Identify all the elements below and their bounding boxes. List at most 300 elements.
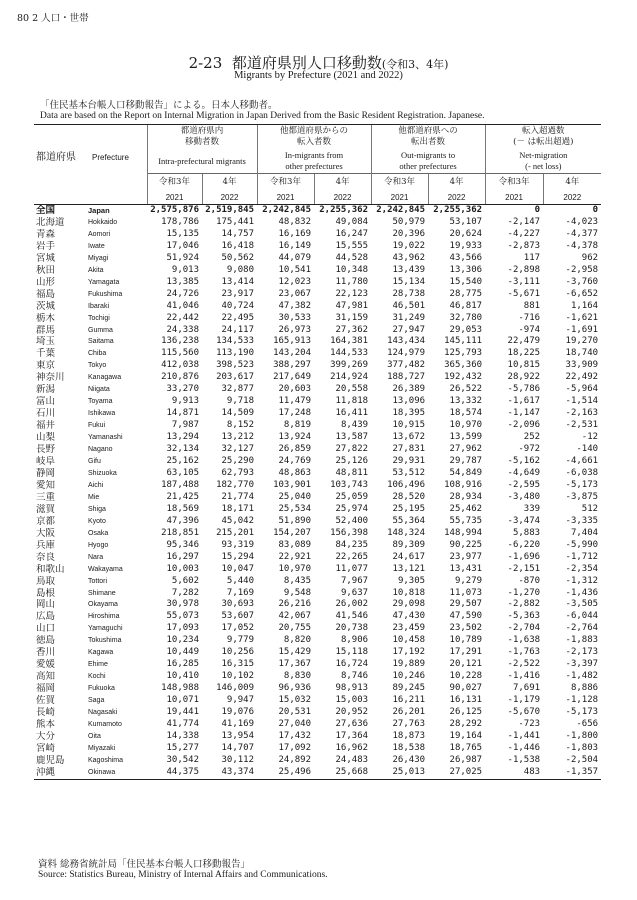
intra-2022: 14,757 <box>221 228 255 239</box>
net-2021: -3,111 <box>507 276 541 287</box>
table-row <box>34 444 601 456</box>
table-row <box>34 576 601 588</box>
out-2022: 20,624 <box>449 228 483 239</box>
pref-name-ja: 山梨 <box>36 432 56 444</box>
intra-2021: 33,270 <box>166 384 199 395</box>
in-2022: 24,483 <box>335 754 369 765</box>
out-2021: 29,098 <box>392 599 426 610</box>
out-2022: 10,228 <box>449 671 483 682</box>
intra-2021: 63,105 <box>166 467 199 478</box>
net-2022: 18,740 <box>565 348 599 359</box>
net-2021: -2,151 <box>507 563 541 574</box>
out-2021: 19,889 <box>392 659 426 670</box>
net-2021: -1,638 <box>507 635 541 646</box>
out-2021: 47,430 <box>392 611 426 622</box>
out-2022: 26,987 <box>449 754 483 765</box>
source-japanese: 資料 総務省統計局「住民基本台帳人口移動報告」 <box>38 859 251 870</box>
in-2021: 16,149 <box>278 240 312 251</box>
intra-2021: 148,988 <box>161 683 199 694</box>
intra-2022: 23,917 <box>221 288 255 299</box>
out-2021: 377,482 <box>387 360 426 371</box>
net-2022: -6,038 <box>565 467 599 478</box>
year-ja-in-1: 令和3年 <box>257 174 314 191</box>
net-2021: -2,873 <box>507 240 541 251</box>
out-2021: 89,309 <box>392 539 426 550</box>
intra-2022: 215,201 <box>216 527 255 538</box>
intra-2022: 175,441 <box>216 216 255 227</box>
net-2021: 252 <box>523 432 541 443</box>
pref-name-ja: 鳥取 <box>36 575 56 587</box>
in-2022: 25,668 <box>314 767 371 779</box>
note-japanese: 「住民基本台帳人口移動報告」による。日本人移動者。 <box>40 100 278 111</box>
in-2021: 16,169 <box>278 228 312 239</box>
intra-2021: 17,046 <box>166 240 199 251</box>
table-row <box>34 635 601 647</box>
in-2022: 22,123 <box>335 288 369 299</box>
intra-2021: 21,425 <box>166 491 199 502</box>
table-row <box>34 313 601 325</box>
intra-2021: 24,338 <box>166 324 199 335</box>
table-row <box>34 408 601 420</box>
in-2022: 9,637 <box>340 587 369 598</box>
pref-name-en: Shiga <box>88 505 106 513</box>
in-2022: 27,822 <box>335 444 369 455</box>
pref-name-en: Miyagi <box>88 254 109 262</box>
pref-name-en: Fukuoka <box>88 685 115 693</box>
out-2021: 124,979 <box>387 348 426 359</box>
in-2022: 25,059 <box>335 491 369 502</box>
out-2021: 10,915 <box>392 420 426 431</box>
intra-2021: 9,913 <box>171 396 199 407</box>
out-2021: 15,134 <box>392 276 426 287</box>
in-2021: 10,541 <box>278 264 312 275</box>
note-english: Data are based on the Report on Internal Migration in Japan Derived from the Basic Resident Registration. Japanese. <box>40 111 485 121</box>
net-2022: -5,990 <box>565 539 599 550</box>
in-2022: 11,077 <box>335 563 369 574</box>
out-2022: 16,131 <box>449 695 483 706</box>
in-2022: 7,967 <box>340 575 369 586</box>
in-2022: 17,364 <box>335 730 369 741</box>
net-2022: 8,886 <box>570 683 599 694</box>
in-2021: 26,973 <box>278 324 312 335</box>
col-intra-en: Intra-prefectural migrants <box>147 149 257 174</box>
net-2021: 28,922 <box>507 372 541 383</box>
net-2021: -2,704 <box>507 623 541 634</box>
intra-2022: 13,212 <box>221 432 255 443</box>
table-row <box>34 241 601 253</box>
net-2021: -972 <box>518 444 541 455</box>
pref-name-en: Okayama <box>88 601 118 609</box>
out-2022: 18,574 <box>449 408 483 419</box>
net-2022: -1,514 <box>565 396 599 407</box>
pref-name-ja: 全国 <box>36 205 56 216</box>
net-2021: -2,522 <box>507 659 541 670</box>
intra-2022: 53,607 <box>221 611 255 622</box>
pref-name-en: Kagawa <box>88 649 114 657</box>
in-2022: 20,738 <box>335 623 369 634</box>
col-in-ja: 他都道府県からの 転入者数 <box>257 125 371 150</box>
intra-2022: 14,509 <box>221 408 255 419</box>
out-2021: 13,121 <box>392 563 426 574</box>
in-2021: 27,040 <box>278 718 312 729</box>
pref-name-en: Aomori <box>88 230 111 238</box>
year-en-intra-2: 2022 <box>202 190 257 205</box>
in-2022: 41,546 <box>335 611 369 622</box>
in-2021: 165,913 <box>273 336 312 347</box>
out-2022: 125,793 <box>444 348 483 359</box>
out-2021: 9,305 <box>397 575 426 586</box>
intra-2022: 398,523 <box>216 360 255 371</box>
pref-name-en: Fukui <box>88 422 106 430</box>
out-2021: 2,242,845 <box>376 205 426 215</box>
net-2021: 7,691 <box>512 683 541 694</box>
pref-name-ja: 徳島 <box>36 635 56 647</box>
pref-name-en: Kochi <box>88 673 106 681</box>
intra-2021: 17,093 <box>166 623 199 634</box>
out-2021: 27,831 <box>392 444 426 455</box>
table-row <box>34 360 601 372</box>
net-2022: 512 <box>581 503 599 514</box>
net-2022: -3,335 <box>565 515 599 526</box>
out-2022: 25,462 <box>449 503 483 514</box>
table-row <box>34 372 601 384</box>
intra-2022: 9,718 <box>226 396 255 407</box>
net-2021: -1,538 <box>507 754 541 765</box>
intra-2021: 7,282 <box>171 587 199 598</box>
pref-name-en: Hiroshima <box>88 613 120 621</box>
intra-2022: 8,152 <box>226 420 255 431</box>
intra-2021: 187,488 <box>161 479 199 490</box>
table-row <box>34 588 601 600</box>
in-2021: 25,040 <box>278 491 312 502</box>
net-2022: -2,354 <box>565 563 599 574</box>
intra-2022: 9,947 <box>226 695 255 706</box>
intra-2022: 13,414 <box>221 276 255 287</box>
out-2021: 24,617 <box>392 551 426 562</box>
table-subtitle: Migrants by Prefecture (2021 and 2022) <box>234 70 403 81</box>
intra-2021: 115,560 <box>161 348 199 359</box>
net-2021: -5,671 <box>507 288 541 299</box>
out-2021: 28,520 <box>392 491 426 502</box>
intra-2021: 16,285 <box>166 659 199 670</box>
pref-name-ja: 栃木 <box>36 312 56 324</box>
table-row <box>34 599 601 611</box>
out-2021: 18,395 <box>392 408 426 419</box>
net-2022: -1,357 <box>543 767 601 779</box>
table-row <box>34 683 601 695</box>
intra-2022: 41,169 <box>221 718 255 729</box>
in-2021: 25,534 <box>278 503 312 514</box>
out-2022: 2,255,362 <box>433 205 483 215</box>
out-2021: 20,396 <box>392 228 426 239</box>
net-2021: -1,441 <box>507 730 541 741</box>
net-2021: -1,446 <box>507 742 541 753</box>
table-row <box>34 671 601 683</box>
intra-2021: 51,924 <box>166 252 199 263</box>
net-2021: -1,416 <box>507 671 541 682</box>
intra-2022: 21,774 <box>221 491 255 502</box>
net-2022: -1,482 <box>565 671 599 682</box>
in-2021: 388,297 <box>273 360 312 371</box>
in-2021: 9,548 <box>283 587 312 598</box>
out-2022: 148,994 <box>444 527 483 538</box>
in-2022: 8,906 <box>340 635 369 646</box>
out-2022: 18,765 <box>449 742 483 753</box>
out-2022: 13,306 <box>449 264 483 275</box>
intra-2021: 7,987 <box>171 420 199 431</box>
net-2022: -12 <box>581 432 599 443</box>
intra-2021: 41,774 <box>166 718 199 729</box>
net-2021: 10,815 <box>507 360 541 371</box>
in-2022: 16,724 <box>335 659 369 670</box>
pref-name-en: Saga <box>88 697 105 705</box>
net-2021: -3,474 <box>507 515 541 526</box>
net-2021: 18,225 <box>507 348 541 359</box>
in-2021: 26,859 <box>278 444 312 455</box>
pref-name-ja: 奈良 <box>36 551 56 563</box>
net-2021: -1,179 <box>507 695 541 706</box>
pref-name-en: Ibaraki <box>88 302 110 310</box>
out-2022: 43,566 <box>449 252 483 263</box>
net-2021: -5,363 <box>507 611 541 622</box>
col-pref-en: Prefecture <box>86 125 147 191</box>
pref-name-ja: 兵庫 <box>36 539 56 551</box>
pref-name-en: Mie <box>88 493 100 501</box>
net-2021: 483 <box>485 767 543 779</box>
in-2022: 11,818 <box>335 396 369 407</box>
intra-2021: 30,542 <box>166 754 199 765</box>
col-out-en: Out-migrants to other prefectures <box>371 149 485 174</box>
net-2022: -1,883 <box>565 635 599 646</box>
out-2022: 20,121 <box>449 659 483 670</box>
intra-2021: 18,569 <box>166 503 199 514</box>
in-2022: 16,962 <box>335 742 369 753</box>
in-2022: 16,411 <box>335 408 369 419</box>
in-2021: 26,216 <box>278 599 312 610</box>
out-2021: 26,201 <box>392 707 426 718</box>
in-2022: 25,974 <box>335 503 369 514</box>
out-2021: 13,096 <box>392 396 426 407</box>
pref-name-ja: 静岡 <box>36 467 56 479</box>
table-row <box>34 480 601 492</box>
pref-name-ja: 群馬 <box>36 324 56 336</box>
intra-2021: 15,135 <box>166 228 199 239</box>
out-2021: 50,979 <box>392 216 426 227</box>
net-2021: -1,696 <box>507 551 541 562</box>
pref-name-ja: 宮城 <box>36 252 56 264</box>
table-row <box>34 277 601 289</box>
pref-name-en: Aichi <box>88 481 104 489</box>
migration-table <box>34 124 601 780</box>
in-2022: 2,255,362 <box>319 205 369 215</box>
table-row <box>34 743 601 755</box>
out-2021: 29,931 <box>392 456 426 467</box>
intra-2022: 18,171 <box>221 503 255 514</box>
intra-2022: 9,080 <box>226 264 255 275</box>
net-2022: -1,712 <box>565 551 599 562</box>
table-row <box>34 707 601 719</box>
net-2022: -5,173 <box>565 707 599 718</box>
pref-name-ja: 滋賀 <box>36 503 56 515</box>
out-2022: 29,787 <box>449 456 483 467</box>
net-2022: 1,164 <box>570 300 599 311</box>
intra-2022: 62,793 <box>221 467 255 478</box>
in-2021: 8,819 <box>283 420 312 431</box>
intra-2022: 113,190 <box>216 348 255 359</box>
in-2021: 217,649 <box>273 372 312 383</box>
intra-2021: 178,786 <box>161 216 199 227</box>
col-net-ja: 転入超過数 (－ は転出超過) <box>485 125 601 150</box>
out-2022: 365,360 <box>444 360 483 371</box>
net-2021: 5,883 <box>512 527 541 538</box>
pref-name-en: Kagoshima <box>88 756 124 764</box>
pref-name-ja: 高知 <box>36 671 56 683</box>
pref-name-en: Okinawa <box>86 767 147 779</box>
pref-name-ja: 香川 <box>36 647 56 659</box>
in-2021: 13,924 <box>278 432 312 443</box>
pref-name-ja: 北海道 <box>36 216 65 228</box>
net-2022: -1,691 <box>565 324 599 335</box>
intra-2022: 24,117 <box>221 324 255 335</box>
pref-name-ja: 東京 <box>36 360 56 372</box>
pref-name-ja: 和歌山 <box>36 563 65 575</box>
pref-name-ja: 岩手 <box>36 240 56 252</box>
year-en-intra-1: 2021 <box>147 190 202 205</box>
out-2021: 10,246 <box>392 671 426 682</box>
year-en-net-2: 2022 <box>543 190 601 205</box>
table-row <box>34 456 601 468</box>
table-row <box>34 432 601 444</box>
out-2022: 11,073 <box>449 587 483 598</box>
year-ja-intra-2: 4年 <box>202 174 257 191</box>
out-2021: 10,818 <box>392 587 426 598</box>
table-row <box>34 301 601 313</box>
net-2021: -5,162 <box>507 456 541 467</box>
out-2021: 17,192 <box>392 647 426 658</box>
net-2022: -1,621 <box>565 312 599 323</box>
intra-2022: 32,127 <box>221 444 255 455</box>
pref-name-ja: 山形 <box>36 276 56 288</box>
net-2022: -1,803 <box>565 742 599 753</box>
intra-2021: 412,038 <box>161 360 199 371</box>
col-in-en: In-migrants from other prefectures <box>257 149 371 174</box>
intra-2022: 10,102 <box>221 671 255 682</box>
in-2022: 98,913 <box>335 683 369 694</box>
pref-name-en: Tottori <box>88 577 108 585</box>
pref-name-en: Saitama <box>88 338 114 346</box>
in-2021: 15,429 <box>278 647 312 658</box>
year-en-out-1: 2021 <box>371 190 428 205</box>
in-2021: 103,901 <box>273 479 312 490</box>
pref-name-en: Miyazaki <box>88 744 116 752</box>
pref-name-ja: 埼玉 <box>36 336 56 348</box>
title-main: 都道府県別人口移動数 <box>231 54 382 72</box>
pref-name-ja: 佐賀 <box>36 695 56 707</box>
table-row <box>34 253 601 265</box>
out-2021: 55,364 <box>392 515 426 526</box>
in-2021: 48,863 <box>278 467 312 478</box>
net-2022: 962 <box>581 252 599 263</box>
net-2021: -1,147 <box>507 408 541 419</box>
out-2022: 9,279 <box>454 575 483 586</box>
net-2022: -140 <box>576 444 599 455</box>
net-2022: -2,173 <box>565 647 599 658</box>
pref-name-en: Wakayama <box>88 565 123 573</box>
table-row <box>34 647 601 659</box>
in-2021: 20,531 <box>278 707 312 718</box>
in-2022: 15,003 <box>335 695 369 706</box>
intra-2022: 134,533 <box>216 336 255 347</box>
net-2022: -1,312 <box>565 575 599 586</box>
intra-2021: 14,871 <box>166 408 199 419</box>
intra-2021: 2,575,876 <box>150 205 199 215</box>
net-2022: -2,531 <box>565 420 599 431</box>
intra-2021: 95,346 <box>166 539 199 550</box>
col-out-ja: 他都道府県への 転出者数 <box>371 125 485 150</box>
out-2021: 18,538 <box>392 742 426 753</box>
title-number: 2-23 <box>188 54 223 72</box>
net-2021: 881 <box>523 300 541 311</box>
out-2021: 10,458 <box>392 635 426 646</box>
intra-2021: 10,449 <box>166 647 199 658</box>
year-ja-net-1: 令和3年 <box>485 174 543 191</box>
out-2021: 89,245 <box>392 683 426 694</box>
pref-name-ja: 茨城 <box>36 300 56 312</box>
intra-2022: 45,042 <box>221 515 255 526</box>
net-2021: -723 <box>518 718 541 729</box>
pref-name-en: Iwate <box>88 242 105 250</box>
out-2022: 10,789 <box>449 635 483 646</box>
intra-2022: 16,315 <box>221 659 255 670</box>
out-2021: 43,962 <box>392 252 426 263</box>
table-row <box>34 217 601 229</box>
pref-name-ja: 長野 <box>36 444 56 456</box>
in-2022: 13,587 <box>335 432 369 443</box>
net-2022: -1,128 <box>565 695 599 706</box>
pref-name-ja: 鹿児島 <box>36 754 65 766</box>
net-2022: -1,800 <box>565 730 599 741</box>
in-2021: 8,435 <box>283 575 312 586</box>
intra-2021: 210,876 <box>161 372 199 383</box>
intra-2022: 30,112 <box>221 754 255 765</box>
net-2022: 22,492 <box>565 372 599 383</box>
out-2022: 15,540 <box>449 276 483 287</box>
out-2021: 13,439 <box>392 264 426 275</box>
year-ja-in-2: 4年 <box>314 174 371 191</box>
pref-name-ja: 岐阜 <box>36 456 56 468</box>
table-row <box>34 336 601 348</box>
in-2022: 164,381 <box>330 336 369 347</box>
table-row <box>34 420 601 432</box>
in-2022: 214,924 <box>330 372 369 383</box>
net-2022: -3,397 <box>565 659 599 670</box>
net-2022: -5,964 <box>565 384 599 395</box>
table-row <box>34 468 601 480</box>
intra-2021: 41,046 <box>166 300 199 311</box>
out-2021: 25,013 <box>371 767 428 779</box>
net-2021: -2,595 <box>507 479 541 490</box>
in-2021: 15,032 <box>278 695 312 706</box>
intra-2022: 25,290 <box>221 456 255 467</box>
pref-name-ja: 島根 <box>36 587 56 599</box>
in-2021: 24,769 <box>278 456 312 467</box>
intra-2022: 2,519,845 <box>205 205 255 215</box>
table-row <box>34 289 601 301</box>
pref-name-en: Yamaguchi <box>88 625 123 633</box>
year-ja-out-2: 4年 <box>428 174 485 191</box>
intra-2021: 19,441 <box>166 707 199 718</box>
net-2021: -2,096 <box>507 420 541 431</box>
